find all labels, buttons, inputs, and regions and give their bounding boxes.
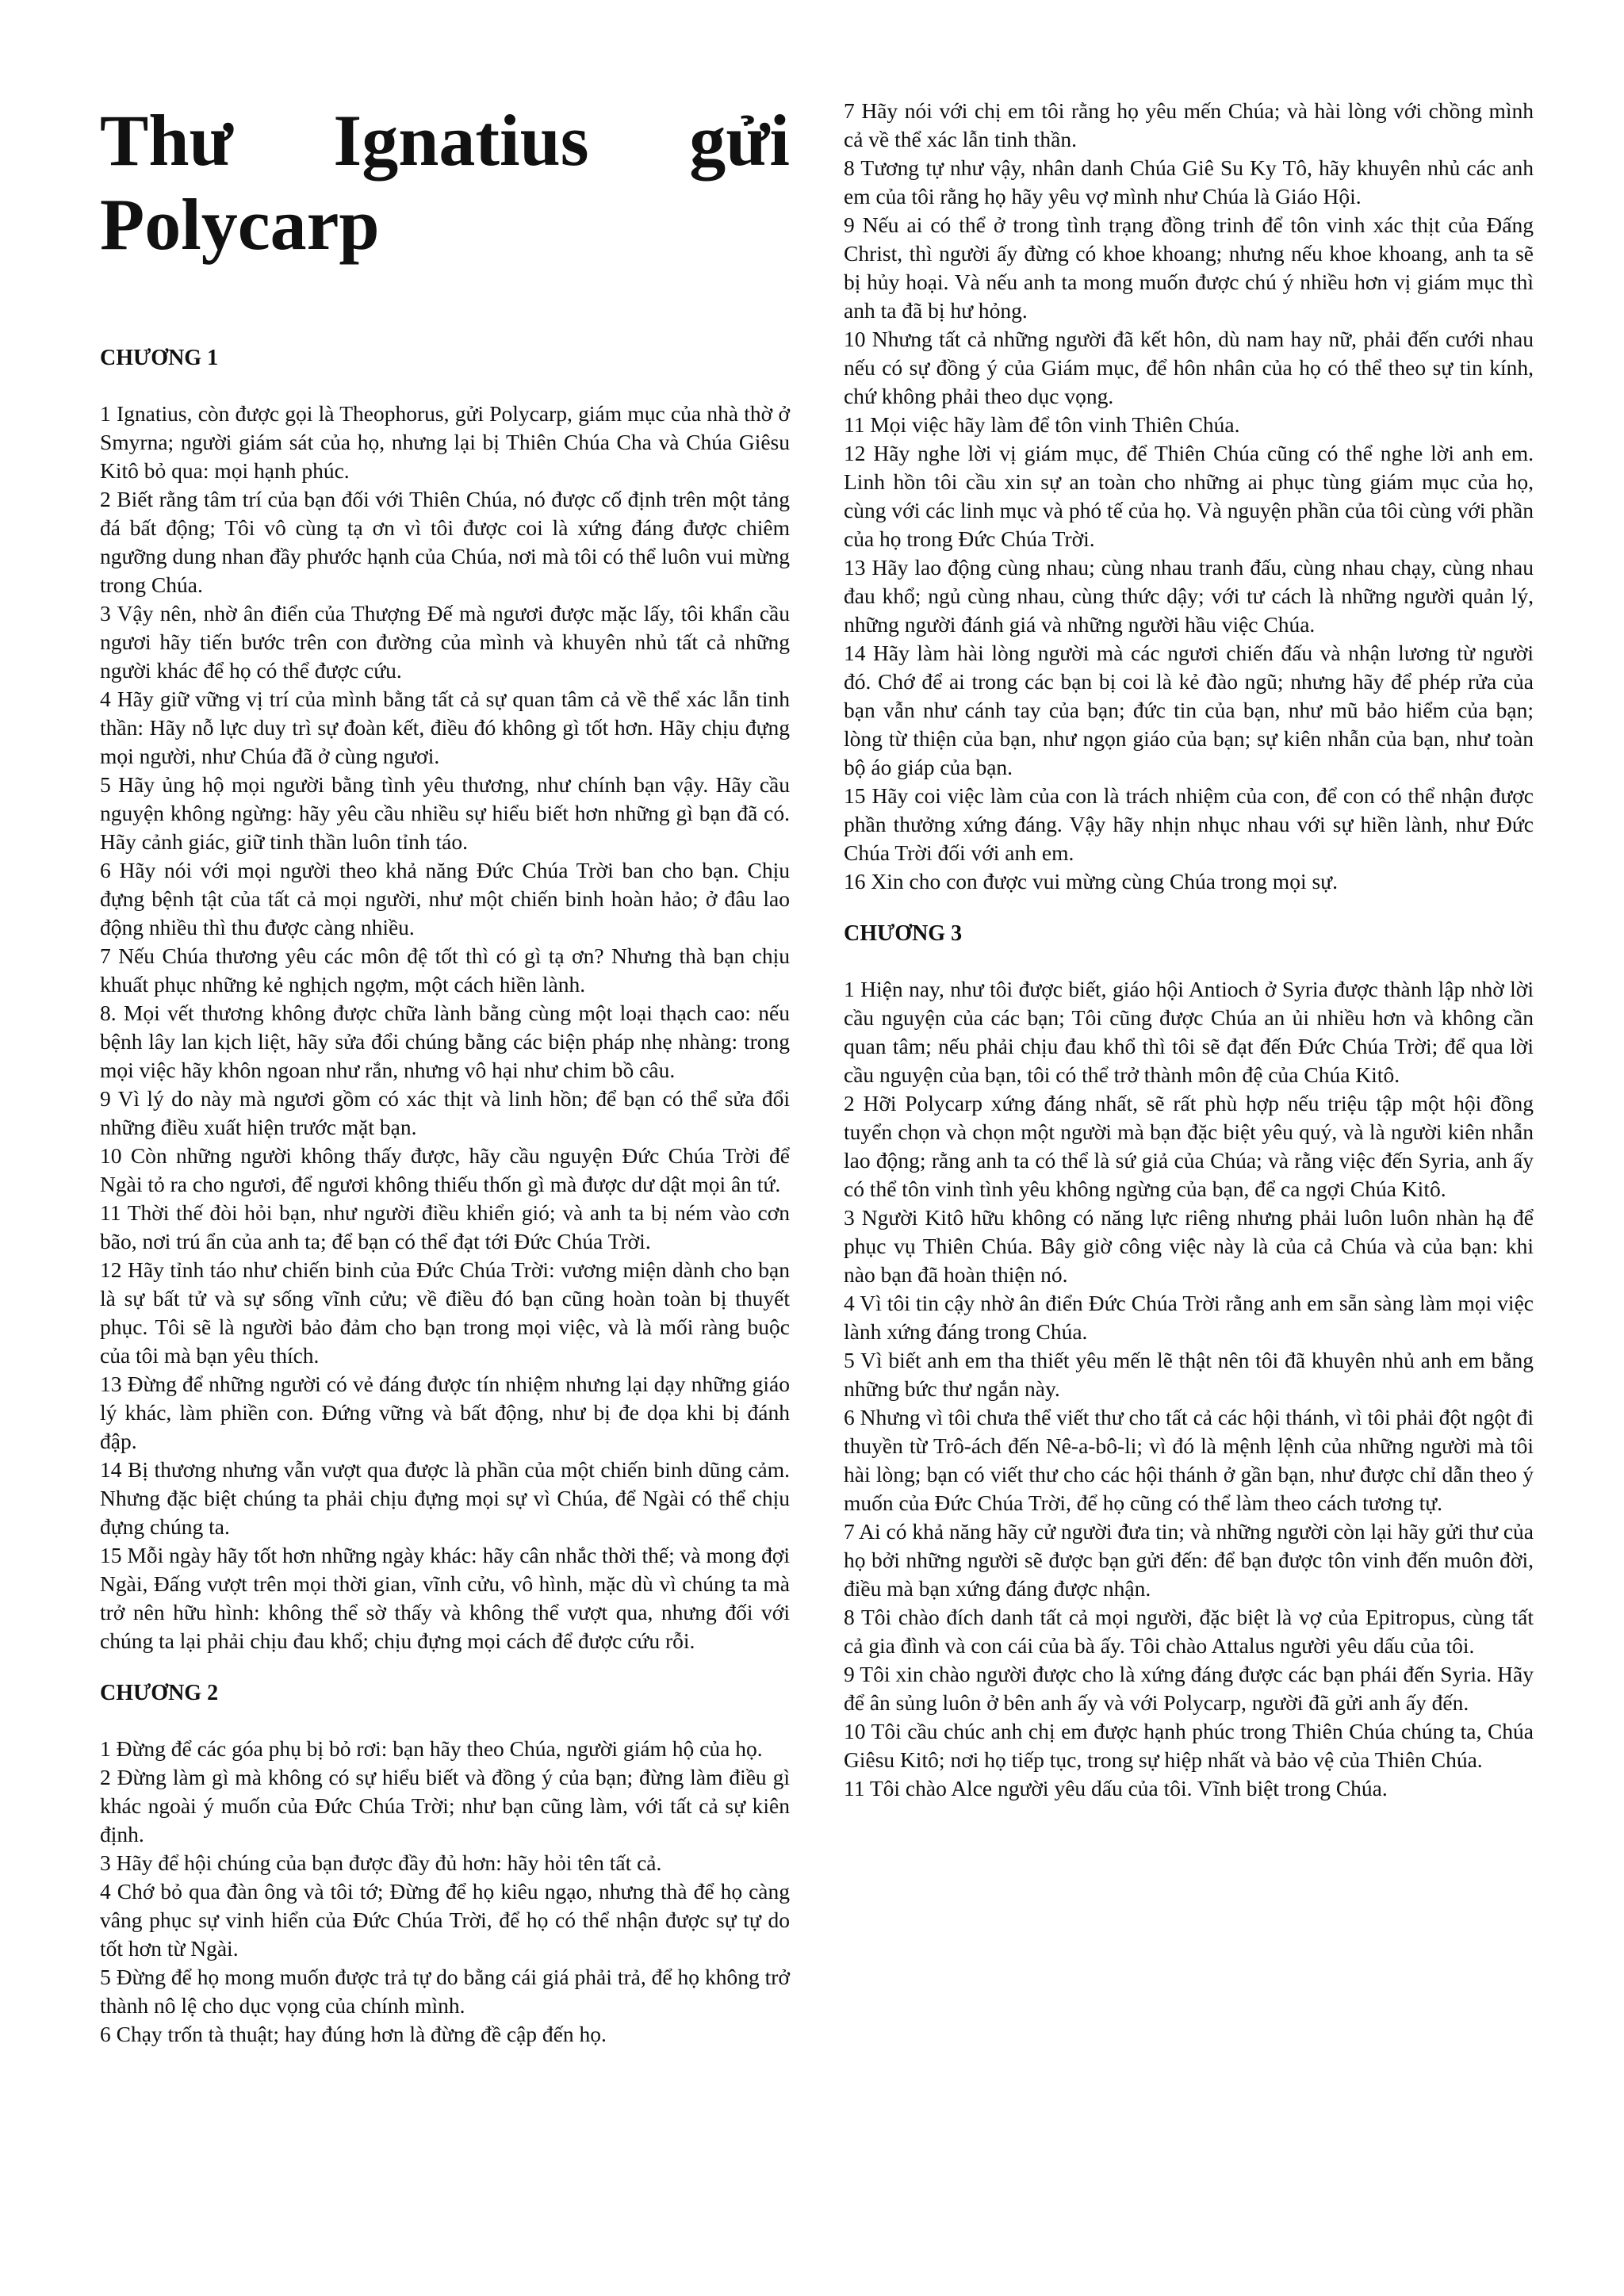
chapter-1-heading: CHƯƠNG 1 <box>100 346 219 370</box>
verse-paragraph: 7 Hãy nói với chị em tôi rằng họ yêu mến Chúa; và hài lòng với chồng mình cả về thể xác lẫn tinh thần. <box>844 98 1534 151</box>
verse-paragraph: 12 Hãy nghe lời vị giám mục, để Thiên Chúa cũng có thể nghe lời anh em. Linh hồn tôi cầu xin sự an toàn cho những ai phục tùng giám mục của họ, cùng với các linh mục và phó tế của họ. Và nguyện phần của tôi cùng với phần của họ trong Đức Chúa Trời. <box>844 441 1534 551</box>
document-title: Thư Ignatius gửi Polycarp <box>100 100 790 265</box>
verse-paragraph: 11 Tôi chào Alce người yêu dấu của tôi. Vĩnh biệt trong Chúa. <box>844 1776 1388 1800</box>
right-column <box>844 0 1534 1803</box>
verse-paragraph: 10 Tôi cầu chúc anh chị em được hạnh phúc trong Thiên Chúa chúng ta, Chúa Giêsu Kitô; nơi họ tiếp tục, trong sự hiệp nhất và bảo vệ của Thiên Chúa. <box>844 1719 1534 1772</box>
verse-paragraph: 8 Tôi chào đích danh tất cả mọi người, đặc biệt là vợ của Epitropus, cùng tất cả gia đình và con cái của bà ấy. Tôi chào Attalus người yêu dấu của tôi. <box>844 1605 1534 1658</box>
chapter-3-verses <box>844 975 1534 1803</box>
verse-paragraph: 2 Hỡi Polycarp xứng đáng nhất, sẽ rất phù hợp nếu triệu tập một hội đồng tuyển chọn và chọn một người mà bạn đặc biệt yêu quý, và là người kiên nhẫn lao động; rằng anh ta có thể là sứ giả của Chúa; và rằng việc đến Syria, anh ấy có thể tôn vinh tình yêu không ngừng của bạn, để ca ngợi Chúa Kitô. <box>844 1091 1534 1201</box>
verse-paragraph: 10 Còn những người không thấy được, hãy cầu nguyện Đức Chúa Trời để Ngài tỏ ra cho ngươi, để ngươi không thiếu thốn gì mà được dư dật mọi ân tứ. <box>100 1143 790 1196</box>
chapter-3-heading: CHƯƠNG 3 <box>844 921 963 946</box>
left-column <box>100 0 790 2049</box>
verse-paragraph: 9 Nếu ai có thể ở trong tình trạng đồng trinh để tôn vinh xác thịt của Đấng Christ, thì người ấy đừng có khoe khoang; nhưng nếu khoe khoang, anh ta sẽ bị hủy hoại. Và nếu anh ta mong muốn được chú ý nhiều hơn vị giám mục thì anh ta đã bị hư hỏng. <box>844 212 1534 323</box>
verse-paragraph: 1 Đừng để các góa phụ bị bỏ rơi: bạn hãy theo Chúa, người giám hộ của họ. <box>100 1736 763 1761</box>
verse-paragraph: 15 Mỗi ngày hãy tốt hơn những ngày khác: hãy cân nhắc thời thế; và mong đợi Ngài, Đấng vượt trên mọi thời gian, vĩnh cửu, vô hình, mặc dù vì chúng ta mà trở nên hữu hình: không thể sờ thấy và không thể vượt qua, nhưng đối với chúng ta lại phải chịu đau khổ; chịu đựng mọi cách để được cứu rỗi. <box>100 1543 790 1653</box>
verse-paragraph: 16 Xin cho con được vui mừng cùng Chúa trong mọi sự. <box>844 869 1338 894</box>
verse-paragraph: 12 Hãy tỉnh táo như chiến binh của Đức Chúa Trời: vương miện dành cho bạn là sự bất tử và sự sống vĩnh cửu; về điều đó bạn cũng hoàn toàn bị thuyết phục. Tôi sẽ là người bảo đảm cho bạn trong mọi việc, và là mối ràng buộc của tôi mà bạn yêu thích. <box>100 1257 790 1368</box>
verse-paragraph: 6 Chạy trốn tà thuật; hay đúng hơn là đừng đề cập đến họ. <box>100 2022 607 2046</box>
verse-paragraph: 11 Mọi việc hãy làm để tôn vinh Thiên Chúa. <box>844 412 1240 437</box>
verse-paragraph: 3 Hãy để hội chúng của bạn được đầy đủ hơn: hãy hỏi tên tất cả. <box>100 1850 662 1875</box>
chapter-2-heading: CHƯƠNG 2 <box>100 1681 219 1705</box>
verse-paragraph: 14 Hãy làm hài lòng người mà các ngươi chiến đấu và nhận lương từ người đó. Chớ để ai trong các bạn bị coi là kẻ đào ngũ; nhưng hãy để phép rửa của bạn vẫn như cánh tay của bạn; đức tin của bạn, như mũ bảo hiểm của bạn; lòng từ thiện của bạn, như ngọn giáo của bạn; sự kiên nhẫn của bạn, như toàn bộ áo giáp của bạn. <box>844 641 1534 779</box>
verse-paragraph: 13 Đừng để những người có vẻ đáng được tín nhiệm nhưng lại dạy những giáo lý khác, làm phiền con. Đứng vững và bất động, như bị đe dọa khi bị đánh đập. <box>100 1372 790 1453</box>
verse-paragraph: 15 Hãy coi việc làm của con là trách nhiệm của con, để con có thể nhận được phần thưởng xứng đáng. Vậy hãy nhịn nhục nhau với sự hiền lành, như Đức Chúa Trời đối với anh em. <box>844 783 1534 865</box>
verse-paragraph: 9 Tôi xin chào người được cho là xứng đáng được các bạn phái đến Syria. Hãy để ân sủng luôn ở bên anh ấy và với Polycarp, người đã gửi anh ấy đến. <box>844 1662 1534 1715</box>
verse-paragraph: 8. Mọi vết thương không được chữa lành bằng cùng một loại thạch cao: nếu bệnh lây lan kịch liệt, hãy sửa đổi chúng bằng các biện pháp nhẹ nhàng: trong mọi việc hãy khôn ngoan như rắn, nhưng vô hại như chim bồ câu. <box>100 1001 790 1082</box>
chapter-2-verses-right <box>844 97 1534 896</box>
verse-paragraph: 3 Người Kitô hữu không có năng lực riêng nhưng phải luôn luôn nhàn hạ để phục vụ Thiên Chúa. Bây giờ công việc này là của cả Chúa và của bạn: khi nào bạn đã hoàn thiện nó. <box>844 1205 1534 1287</box>
verse-paragraph: 4 Vì tôi tin cậy nhờ ân điển Đức Chúa Trời rằng anh em sẵn sàng làm mọi việc lành xứng đáng trong Chúa. <box>844 1291 1534 1344</box>
verse-paragraph: 5 Hãy ủng hộ mọi người bằng tình yêu thương, như chính bạn vậy. Hãy cầu nguyện không ngừng: hãy yêu cầu nhiều sự hiểu biết hơn những gì bạn đã có. Hãy cảnh giác, giữ tinh thần luôn tỉnh táo. <box>100 772 790 854</box>
verse-paragraph: 3 Vậy nên, nhờ ân điển của Thượng Đế mà ngươi được mặc lấy, tôi khẩn cầu ngươi hãy tiến bước trên con đường của mình và khuyên nhủ tất cả những người khác để họ có thể được cứu. <box>100 601 790 683</box>
verse-paragraph: 10 Nhưng tất cả những người đã kết hôn, dù nam hay nữ, phải đến cưới nhau nếu có sự đồng ý của Giám mục, để hôn nhân của họ có thể theo sự tin kính, chứ không phải theo dục vọng. <box>844 327 1534 408</box>
verse-paragraph: 14 Bị thương nhưng vẫn vượt qua được là phần của một chiến binh dũng cảm. Nhưng đặc biệt chúng ta phải chịu đựng mọi sự vì Chúa, để Ngài có thể chịu đựng chúng ta. <box>100 1457 790 1539</box>
verse-paragraph: 2 Biết rằng tâm trí của bạn đối với Thiên Chúa, nó được cố định trên một tảng đá bất động; Tôi vô cùng tạ ơn vì tôi được coi là xứng đáng được chiêm ngưỡng dung nhan đầy phước hạnh của Chúa, nơi mà tôi có thể luôn vui mừng trong Chúa. <box>100 487 790 597</box>
verse-paragraph: 2 Đừng làm gì mà không có sự hiểu biết và đồng ý của bạn; đừng làm điều gì khác ngoài ý muốn của Đức Chúa Trời; như bạn cũng làm, với tất cả sự kiên định. <box>100 1765 790 1846</box>
chapter-2-verses-left <box>100 1735 790 2049</box>
verse-paragraph: 13 Hãy lao động cùng nhau; cùng nhau tranh đấu, cùng nhau chạy, cùng nhau đau khổ; ngủ cùng nhau, cùng thức dậy; với tư cách là những người quản lý, những người đánh giá và những người hầu việc Chúa. <box>844 555 1534 637</box>
verse-paragraph: 9 Vì lý do này mà ngươi gồm có xác thịt và linh hồn; để bạn có thể sửa đổi những điều xuất hiện trước mặt bạn. <box>100 1086 790 1139</box>
verse-paragraph: 6 Hãy nói với mọi người theo khả năng Đức Chúa Trời ban cho bạn. Chịu đựng bệnh tật của tất cả mọi người, như một chiến binh hoàn hảo; ở đâu lao động nhiều thì thu được càng nhiều. <box>100 858 790 939</box>
verse-paragraph: 4 Chớ bỏ qua đàn ông và tôi tớ; Đừng để họ kiêu ngạo, nhưng thà để họ càng vâng phục sự vinh hiển của Đức Chúa Trời, để họ có thể nhận được sự tự do tốt hơn từ Ngài. <box>100 1879 790 1961</box>
verse-paragraph: 7 Ai có khả năng hãy cử người đưa tin; và những người còn lại hãy gửi thư của họ bởi những người sẽ được bạn gửi đến: để bạn được tôn vinh đến muôn đời, điều mà bạn xứng đáng được nhận. <box>844 1519 1534 1601</box>
verse-paragraph: 7 Nếu Chúa thương yêu các môn đệ tốt thì có gì tạ ơn? Nhưng thà bạn chịu khuất phục những kẻ nghịch ngợm, một cách hiền lành. <box>100 943 790 997</box>
chapter-1-verses <box>100 400 790 1655</box>
verse-paragraph: 4 Hãy giữ vững vị trí của mình bằng tất cả sự quan tâm cả về thể xác lẫn tinh thần: Hãy nỗ lực duy trì sự đoàn kết, điều đó không gì tốt hơn. Hãy chịu đựng mọi người, như Chúa đã ở cùng ngươi. <box>100 687 790 768</box>
verse-paragraph: 5 Đừng để họ mong muốn được trả tự do bằng cái giá phải trả, để họ không trở thành nô lệ cho dục vọng của chính mình. <box>100 1965 790 2018</box>
verse-paragraph: 8 Tương tự như vậy, nhân danh Chúa Giê Su Ky Tô, hãy khuyên nhủ các anh em của tôi rằng họ hãy yêu vợ mình như Chúa là Giáo Hội. <box>844 155 1534 209</box>
verse-paragraph: 1 Hiện nay, như tôi được biết, giáo hội Antioch ở Syria được thành lập nhờ lời cầu nguyện của các bạn; Tôi cũng được Chúa an ủi nhiều hơn và không cần quan tâm; nếu phải chịu đau khổ thì tôi sẽ đạt đến Đức Chúa Trời; để qua lời cầu nguyện của bạn, tôi có thể trở thành môn đệ của Chúa Kitô. <box>844 977 1534 1087</box>
verse-paragraph: 6 Nhưng vì tôi chưa thể viết thư cho tất cả các hội thánh, vì tôi phải đột ngột đi thuyền từ Trô-ách đến Nê-a-bô-li; vì đó là mệnh lệnh của những người mà tôi hài lòng; bạn có viết thư cho các hội thánh ở gần bạn, như được chỉ dẫn theo ý muốn của Đức Chúa Trời, để họ cũng có thể làm theo cách tương tự. <box>844 1405 1534 1515</box>
verse-paragraph: 5 Vì biết anh em tha thiết yêu mến lẽ thật nên tôi đã khuyên nhủ anh em bằng những bức thư ngắn này. <box>844 1348 1534 1401</box>
verse-paragraph: 11 Thời thế đòi hỏi bạn, như người điều khiển gió; và anh ta bị ném vào cơn bão, nơi trú ẩn của anh ta; để bạn có thể đạt tới Đức Chúa Trời. <box>100 1200 790 1253</box>
verse-paragraph: 1 Ignatius, còn được gọi là Theophorus, gửi Polycarp, giám mục của nhà thờ ở Smyrna; người giám sát của họ, nhưng lại bị Thiên Chúa Cha và Chúa Giêsu Kitô bỏ qua: mọi hạnh phúc. <box>100 401 790 483</box>
